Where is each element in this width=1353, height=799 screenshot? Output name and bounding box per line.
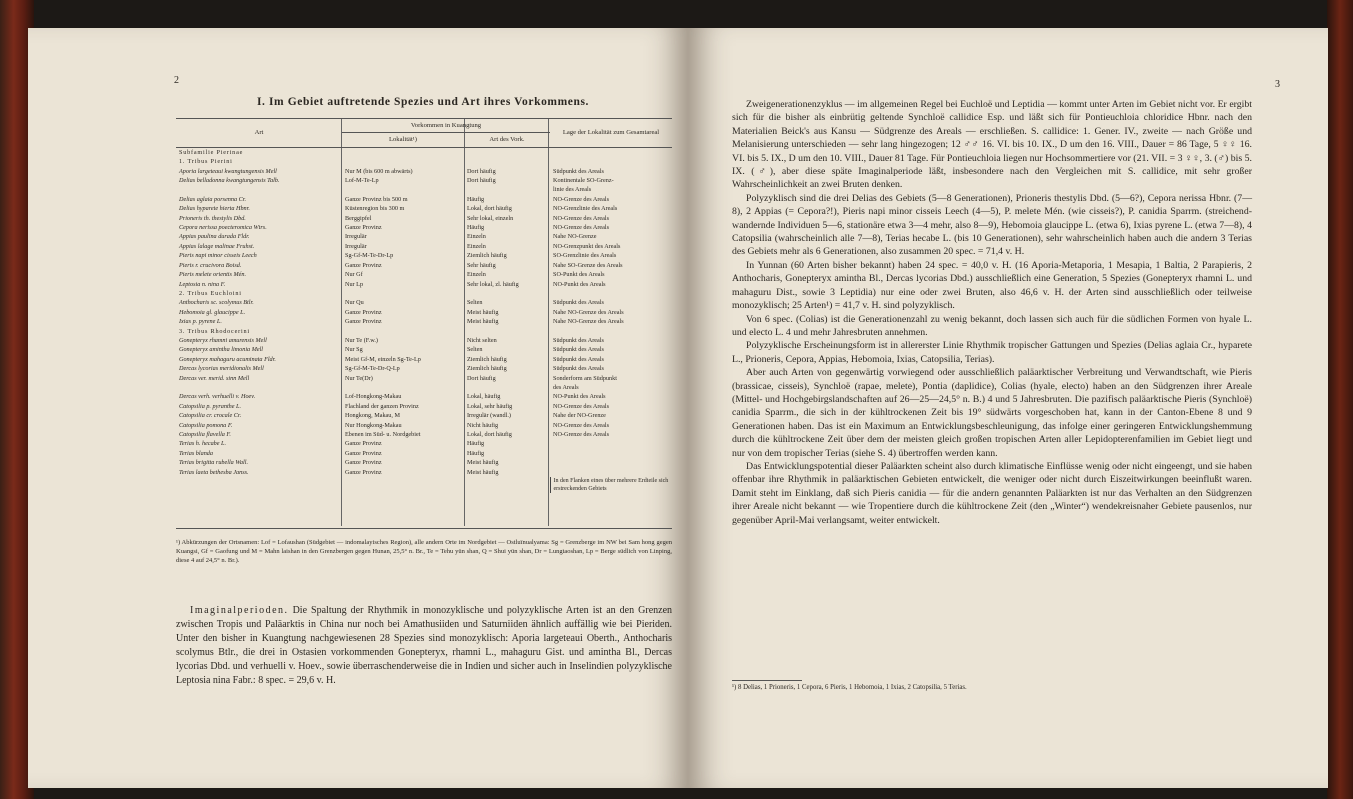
cell-species: Delias belladonna kwangtungensis Talb. (179, 177, 280, 185)
cell-occurrence: Ziemlich häufig (466, 365, 507, 373)
cell-locality: Irregulär (345, 233, 367, 241)
cell-occurrence: Sehr lokal, einzeln (466, 214, 514, 222)
table-row (176, 439, 672, 448)
col-header-lokal: Lokalität¹) (342, 133, 464, 147)
cell-locality: Ganze Provinz bis 500 m (345, 195, 408, 203)
table-row (176, 411, 672, 420)
cell-occurrence (464, 327, 550, 336)
cell-occurrence: Sehr lokal, zl. häufig (466, 280, 519, 288)
cell-locality: Hongkong, Makau, M (345, 412, 400, 420)
cell-locality: Ganze Provinz (345, 449, 382, 457)
col-header-vork: Art des Vork. (464, 133, 550, 147)
cell-occurrence: Dort häufig (466, 177, 496, 185)
cell-range: Nahe NO-Grenze des Areals (553, 318, 624, 326)
cell-range: NO-Grenze des Areals (553, 421, 610, 429)
table-row (176, 336, 672, 345)
table-row (176, 176, 672, 185)
brace-note: In den Flanken eines über mehrere Erdteile sich erstreckenden Gebiets (550, 477, 672, 493)
cell-locality (342, 147, 464, 157)
cell-locality: Ganze Provinz (345, 440, 382, 448)
table-row (176, 392, 672, 401)
cell-locality (342, 289, 464, 298)
cell-occurrence (464, 185, 550, 194)
cell-occurrence: Irregulär (wandl.) (466, 412, 511, 420)
cell-range (550, 327, 672, 336)
cell-locality: Nur Te(Dr) (345, 374, 373, 382)
table-row (176, 270, 672, 279)
cell-locality: Nur Lp (345, 280, 364, 288)
right-page (688, 28, 1328, 788)
paragraph: Polyzyklisch sind die drei Delias des Gebiets (5—8 Generationen), Prioneris thestylis Dbd. (5—6?), Cepora nerissa Hbnr. (7—8), 2 Appias (= Cepora?!), Pieris napi minor cisseis Leech (4—5), P. melete Mén. (wie cisseis?), P. canidia Sparrm. (streichend-wandernde Individuen 5—6, stationäre etwa 3—4 mehr, also 8—9), Hebomoia glaucippe L. (etwa 6), Ixias pyrene L. (etwa 7—8), 4 Catopsilia (wahrscheinlich alle 7—8), Terias hecabe L. (bis 10 Generationen), sehr wahrscheinlich haben auch die andern 3 Terias des Gebiets mehr als 6 Generationen, also zusammen 20 spec. = 71,4 v. H. (732, 192, 1252, 258)
cell-occurrence (464, 147, 550, 157)
cell-range (550, 439, 672, 448)
paragraph: Polyzyklische Erscheinungsform ist in allererster Linie Rhythmik tropischer Gattungen und Spezies (Delias aglaia Cr., hyparete L., Prioneris, Cepora, Appias, Hebomoia, Ixias, Catopsilia, Terias). (732, 340, 1252, 365)
cell-species: Catopsilia p. pyranthe L. (179, 402, 242, 410)
cell-occurrence: Dort häufig (466, 167, 496, 175)
cell-range: NO-Grenzlinie des Areals (553, 205, 618, 213)
cell-species: Terias blanda (179, 449, 213, 457)
table-row (176, 355, 672, 364)
cell-species (176, 383, 342, 392)
cell-occurrence: Meist häufig (466, 468, 499, 476)
book-binding-right (1327, 0, 1353, 799)
paragraph: Aber auch Arten von gegenwärtig vorwiegend oder ausschließlich paläarktischer Verbreitung und Verwandtschaft, wie Pieris (brassicae, cisseis), Synchloë (rapae, melete), Pontia (daplidice), Colias (hyale, electo) haben an den Südgrenzen ihrer Areale (Mittel- und Hochgebirgslandschaften auf 26—25—24,5° n. B.) 4 und 5 Jahresbruten. Die pazifisch paläarktische Pieris (Synchloë) canidia Sparrm., die sich in der kühltrockenen Zeit bis 19° südwärts vorgeschoben hat, kann in der Canton-Ebene 8 und 9 Generationen haben. Das ist ein Maximum an Entwicklungsbeschleunigung, das infolge einer geringeren Entwicklungshemmung durch die kühltrockene Zeit über dem der meisten gleich großen tropischen Arten aller Lepidopterenfamilien im Gebiet liegt und nur von dem tropischer Terias (siehe S. 4) übertroffen werden kann. (732, 367, 1252, 459)
species-table (176, 118, 672, 493)
table-row (176, 449, 672, 458)
cell-species: Gonepteryx amintha limonia Mell (179, 346, 264, 354)
cell-range: Südpunkt des Areals (553, 355, 604, 363)
table-row (176, 364, 672, 373)
cell-range: NO-Grenze des Areals (553, 431, 610, 438)
cell-species: Catopsilia cr. crocale Cr. (179, 412, 242, 420)
cell-range: NO-Grenze des Areals (553, 195, 610, 203)
cell-locality: Sg-Gf-M-Te-Dr-Q-Lp (345, 365, 400, 373)
cell-occurrence: Selten (466, 346, 483, 354)
cell-locality: Ebenen im Süd- u. Nordgebiet (345, 431, 421, 438)
cell-locality: Flachland der ganzen Provinz (345, 402, 419, 410)
cell-species: Catopsilia flavella F. (179, 431, 231, 438)
body-text-left (176, 604, 672, 688)
cell-range: des Areals (553, 383, 579, 391)
cell-range (550, 147, 672, 157)
table-row (176, 383, 672, 392)
cell-locality: Lof-Hongkong-Makau (345, 393, 402, 401)
cell-range: Südpunkt des Areals (553, 299, 604, 307)
col-header-group: Vorkommen in Kuangtung (342, 119, 550, 133)
cell-range (550, 157, 672, 166)
page-number-right: 3 (1275, 79, 1280, 90)
cell-species: Pieris melete orientis Mén. (179, 271, 247, 279)
cell-species: Terias laeta bethesba Janss. (179, 468, 249, 476)
cell-occurrence: Häufig (466, 449, 485, 457)
cell-locality: Nur Te (F.w.) (345, 336, 378, 344)
cell-occurrence: Sehr häufig (466, 261, 496, 269)
cell-occurrence: Lokal, häufig (466, 393, 501, 401)
cell-occurrence: Ziemlich häufig (466, 355, 507, 363)
cell-locality: Berggipfel (345, 214, 372, 222)
body-paragraph: Die Spaltung der Rhythmik in monozyklische und polyzyklische Arten ist an den Grenzen zwischen Tropis und Paläarktis in China nur noch bei Amathusiiden und Saturniiden ähnlich auffällig wie bei Pieriden. Unter den bisher in Kuangtung nachgewiesenen 28 Spezies sind monozyklisch: Aporia largeteaui Oberth., Anthocharis scolymus Btlr., die drei in Ostasien vorkommenden Gonepteryx, rhamni L., mahaguru Gist. und amintha Bl., Dercas lycorias Dbd. und verhuelli v. Hoev., sowie überraschenderweise die in Indien und sicher auch in Inselindien polyzyklische Leptosia nina Fabr.: 8 spec. = 29,6 v. H. (176, 605, 673, 686)
cell-species: Cepora nerissa poecteromica Wtrs. (179, 224, 267, 232)
footnote-left: ¹) Abkürzungen der Ortsnamen: Lof = Lofaushan (Südgebiet — indomalayisches Region), alle andern Orte im Nordgebiet — Ostluïnualyama: Sg = Grenzberge im NW bei Sam hong gegen Kuangsi, Gf = Gaofung und M = Mahn laishan in den Grenzbergen gegen Hunan, 25,5° n. Br., Te = Tehu yün shan, Q = Shui yün shan, Dr = Lungtaoshan, Lp = Berge südlich von Linping, diese 4 auf 24,5° n. Br.). (176, 539, 672, 564)
col-header-art: Art (176, 119, 342, 148)
cell-locality (342, 327, 464, 336)
cell-occurrence (464, 157, 550, 166)
table-bottom-rule (176, 528, 672, 529)
paragraph: Zweigenerationenzyklus — im allgemeinen Regel bei Euchloë und Leptidia — kommt unter Arten im Gebiet nicht vor. Er ergibt sich für die bisher als einbrütig geltende Synchloë callidice Esp. und läßt sich für Pontieuchloia chloridice Hbnr. nach den Materialien Beick's aus Kansu — Südgrenze des Areals — erschließen. S. callidice: 1. Gener. IV., zweite — nach Größe und Melanisierung unterschieden — sehr lang hingezogen; 12 ♂♂ 16. VI. bis 10. IX., D um den 16. VIII., Dauer = 86 Tage, 5 ♀♀ 16. VI. bis 5. IX., D um den 10. VIII., Dauer 81 Tage. Für Pontieuchloia liegen nur Hochsommertiere vor (21. VII. = 3 ♀♀, 3. (♂) bis 5. IX. (♂), aber diese späte Imaginalperiode läßt, insbesondere nach den Vergleichen mit S. callidice, mit sehr großer Wahrscheinlichkeit an zwei Bruten denken. (732, 99, 1252, 191)
cell-range (550, 458, 672, 467)
cell-range (550, 289, 672, 298)
cell-range: NO-Grenze des Areals (553, 214, 610, 222)
table-row (176, 261, 672, 270)
cell-occurrence: Einzeln (466, 271, 486, 279)
cell-locality: Nur M (bis 600 m abwärts) (345, 167, 413, 175)
cell-species: Pieris r. crucivora Boisd. (179, 261, 242, 269)
cell-locality (342, 157, 464, 166)
table-row (176, 298, 672, 307)
cell-occurrence (464, 383, 550, 392)
cell-species: 1. Tribus Pierini (179, 158, 233, 166)
table-row (176, 157, 672, 166)
table-row (176, 289, 672, 298)
cell-species: Terias h. hecabe L. (179, 440, 227, 448)
cell-range: SO-Grenzlinie des Areals (553, 252, 617, 260)
table-row (176, 223, 672, 232)
table-row (176, 374, 672, 383)
cell-locality: Ganze Provinz (345, 308, 382, 316)
table-row (176, 308, 672, 317)
cell-locality: Küstenregion bis 300 m (345, 205, 405, 213)
cell-range: SO-Punkt des Areals (553, 271, 605, 279)
left-page (28, 28, 688, 788)
body-text-right (732, 98, 1252, 527)
cell-locality: Meist Gf-M, einzeln Sg-Te-Lp (345, 355, 421, 363)
cell-range (550, 449, 672, 458)
cell-species: Hebomoia gl. glaucippe L. (179, 308, 246, 316)
cell-locality: Ganze Provinz (345, 261, 382, 269)
cell-range: NO-Grenze des Areals (553, 224, 610, 232)
table-row (176, 167, 672, 176)
cell-species: Dercas lycorias meridionalis Mell (179, 365, 264, 373)
table-row (176, 421, 672, 430)
table-row (176, 327, 672, 336)
col-header-lage: Lage der Lokalität zum Gesamtareal (550, 119, 672, 148)
cell-locality (342, 383, 464, 392)
cell-locality: Ganze Provinz (345, 459, 382, 467)
cell-range: Nahe SO-Grenze des Areals (553, 261, 623, 269)
cell-occurrence: Meist häufig (466, 318, 499, 326)
cell-species: Dercas ver. merid. sinn Mell (179, 374, 250, 382)
cell-occurrence: Häufig (466, 440, 485, 448)
cell-locality: Irregulär (345, 242, 367, 250)
paragraph: Von 6 spec. (Colias) ist die Generationenzahl zu wenig bekannt, doch lassen sich auch für die südlichen Formen von hyale L. und electo L. 4 und mehr Jahresbruten annehmen. (732, 313, 1252, 338)
cell-range: Südpunkt des Areals (553, 167, 604, 175)
paragraph: Das Entwicklungspotential dieser Paläarkten scheint also durch klimatische Einflüsse wenig oder nicht eingeengt, und sie haben offenbar ihre Rhythmik in paläarktischen Gebieten entwickelt, die weniger oder nicht durch Eiszeitwirkungen beeinflußt waren. Damit steht im Einklang, daß sich Pieris canidia — für die andern genannten Paläarkten ist nur das Verhalten an den Südgrenzen ihrer Areale nicht bekannt — wie Tropentiere durch die kühltrockene Zeit (den „Winter“) wendekreisnaher Gebiete pausenlos, nur gegenüber April-Mai verlangsamt, weiter entwickelt. (732, 460, 1252, 526)
table-row (176, 242, 672, 251)
cell-occurrence: Meist häufig (466, 308, 499, 316)
cell-range: Sonderform am Südpunkt (553, 374, 617, 382)
table-row (176, 214, 672, 223)
cell-range (550, 468, 672, 477)
cell-occurrence: Dort häufig (466, 374, 496, 382)
cell-locality: Nur Gf (345, 271, 363, 279)
cell-species: Subfamilie Pierinae (179, 148, 244, 156)
cell-range: Nahe NO-Grenze (553, 233, 597, 241)
cell-species: Anthocharis sc. scolymus Btlr. (179, 299, 254, 307)
cell-species: 3. Tribus Rhodocerini (179, 327, 250, 335)
cell-range: Südpunkt des Areals (553, 365, 604, 373)
cell-occurrence: Lokal, dort häufig (466, 205, 512, 213)
table-row (176, 232, 672, 241)
cell-species: Delias hyparete hierta Hbnr. (179, 205, 250, 213)
cell-occurrence: Meist häufig (466, 459, 499, 467)
cell-species: Leptosia n. nina F. (179, 280, 226, 288)
cell-range: NO-Punkt des Areals (553, 280, 606, 288)
cell-occurrence: Lokal, dort häufig (466, 431, 512, 438)
cell-locality: Ganze Provinz (345, 318, 382, 326)
cell-occurrence (464, 289, 550, 298)
table-row (176, 477, 672, 493)
cell-species: Aporia largeteaui kwangtungensis Mell (179, 167, 277, 175)
cell-occurrence: Nicht häufig (466, 421, 499, 429)
cell-locality: Sg-Gf-M-Te-Dr-Lp (345, 252, 394, 260)
cell-occurrence: Einzeln (466, 242, 486, 250)
cell-species: 2. Tribus Euchloini (179, 289, 242, 297)
table-row (176, 345, 672, 354)
cell-range: Nahe der NO-Grenze (553, 412, 606, 420)
table-row (176, 204, 672, 213)
cell-occurrence: Häufig (466, 195, 485, 203)
table-row (176, 195, 672, 204)
section-heading: Imaginalperioden. (190, 605, 289, 616)
paragraph: In Yunnan (60 Arten bisher bekannt) haben 24 spec. = 40,0 v. H. (16 Aporia-Metaporia, 1 Mesapia, 1 Baltia, 2 Parapieris, 2 Anthocharis, Gonepteryx amintha Bl., Dercas lycorias Dbd.) ausschließlich eine Generation, 5 Spezies (Gonepteryx rhamni L. und mahaguru Dist., sowie 3 Leptidia) nur eine oder zwei Bruten, also 46,6 v. H. der Arten sind ausschließlich oder teilweise monozyklisch; 25 Arten¹) = 41,7 v. H. sind polyzyklisch. (732, 259, 1252, 312)
table-row (176, 251, 672, 260)
cell-range: Kontinentale SO-Grenz- (553, 177, 614, 185)
table-row (176, 402, 672, 411)
cell-range: NO-Grenze des Areals (553, 402, 610, 410)
cell-occurrence: Einzeln (466, 233, 486, 241)
cell-locality: Nur Sg (345, 346, 363, 354)
cell-species: Appias lalage malinae Fruhst. (179, 242, 255, 250)
footnote-rule (732, 680, 802, 681)
cell-species: Appias paulina durada Fldr. (179, 233, 250, 241)
table-row (176, 430, 672, 439)
cell-locality: Lof-M-Te-Lp (345, 177, 379, 185)
cell-range: Südpunkt des Areals (553, 346, 604, 354)
table-row (176, 147, 672, 157)
cell-locality: Ganze Provinz (345, 224, 382, 232)
cell-locality: Nur Qu (345, 299, 364, 307)
table-row (176, 468, 672, 477)
cell-locality (342, 185, 464, 194)
cell-range: linie des Areals (553, 186, 592, 194)
cell-occurrence: Häufig (466, 224, 485, 232)
cell-species: Delias aglaia porsenna Cr. (179, 195, 247, 203)
cell-occurrence: Lokal, sehr häufig (466, 402, 513, 410)
cell-range: Nahe NO-Grenze des Areals (553, 308, 624, 316)
table-row (176, 458, 672, 467)
cell-range: NO-Grenzpunkt des Areals (553, 242, 621, 250)
footnote-right: ¹) 8 Delias, 1 Prioneris, 1 Cepora, 6 Pieris, 1 Hebomoia, 1 Ixias, 2 Catopsilia, 5 Terias. (732, 684, 967, 691)
cell-species: Ixias p. pyrene L. (179, 318, 222, 326)
cell-species (176, 185, 342, 194)
cell-occurrence: Nicht selten (466, 336, 497, 344)
table-row (176, 317, 672, 326)
cell-range: NO-Punkt des Areals (553, 393, 606, 401)
cell-occurrence: Ziemlich häufig (466, 252, 507, 260)
cell-species: Gonepteryx mahaguru acuminata Fldr. (179, 355, 276, 363)
table-title: I. Im Gebiet auftretende Spezies und Art ihres Vorkommens. (256, 96, 590, 108)
cell-species: Terias brigitta rubella Wall. (179, 459, 248, 467)
cell-species: Dercas verh. verhuelli v. Hoev. (179, 393, 256, 401)
cell-species: Gonepteryx rhamni amurensis Mell (179, 336, 267, 344)
table-row (176, 280, 672, 289)
table-row (176, 185, 672, 194)
cell-species: Pieris napi minor cisseis Leech (179, 252, 257, 260)
cell-locality: Ganze Provinz (345, 468, 382, 476)
page-number-left: 2 (174, 75, 179, 86)
cell-species: Catopsilia pomona F. (179, 421, 233, 429)
cell-locality: Nur Hongkong-Makau (345, 421, 402, 429)
cell-occurrence: Selten (466, 299, 483, 307)
cell-species: Prioneris th. thestylis Dbd. (179, 214, 246, 222)
cell-range: Südpunkt des Areals (553, 336, 604, 344)
